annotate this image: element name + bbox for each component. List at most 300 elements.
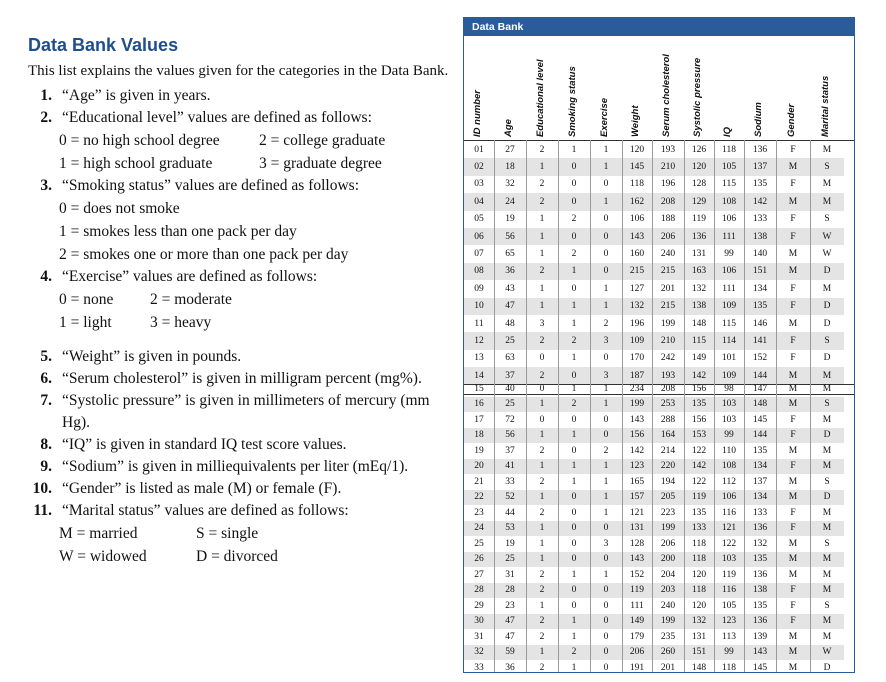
table-cell: M [810,459,844,475]
table-cell: 0 [590,614,622,630]
table-cell: 156 [691,414,707,425]
table-cell: 134 [744,459,776,475]
column-headers [464,36,854,141]
table-row [464,567,844,583]
table-cell: 99 [724,249,734,260]
table-cell: 0 [558,367,590,384]
column-header: Serum cholesterol [661,54,672,137]
table-cell: F [776,298,810,315]
list-item [28,434,456,456]
table-cell: 04 [464,193,494,210]
table-cell: 3 [590,332,622,349]
value-definition: 1 = high school graduate [59,155,213,172]
table-cell: 214 [660,445,676,456]
table-cell: 143 [629,414,645,425]
table-cell: 0 [558,521,590,537]
table-cell: 0 [603,631,609,642]
table-cell: 220 [652,459,684,475]
table-cell: 133 [684,521,714,537]
table-cell: 2 [539,662,545,673]
table-cell: 0 [571,283,577,294]
table-cell: M [810,193,844,210]
table-cell: D [823,318,831,329]
table-cell: 108 [714,459,744,475]
table-cell: 1 [539,538,545,549]
table-cell: M [810,552,844,568]
table-cell: 131 [691,631,707,642]
table-cell: 1 [571,569,577,580]
item-number: 1. [40,87,52,104]
table-cell: 25 [494,552,526,568]
table-cell: 1 [526,158,558,175]
table-cell: 31 [505,569,515,580]
table-cell: 142 [684,367,714,384]
table-row [464,428,844,444]
item-number: 5. [40,348,52,365]
table-cell: 210 [652,332,684,349]
table-cell: F [776,428,810,444]
table-cell: 206 [652,228,684,245]
table-cell: D [810,428,844,444]
table-cell: 121 [714,521,744,537]
table-cell: 148 [691,662,707,673]
table-cell: S [810,397,844,413]
table-row [464,397,844,413]
table-cell: 1 [571,383,577,394]
table-cell: 215 [652,298,684,315]
table-cell: 1 [558,263,590,280]
item-text: “Systolic pressure” is given in millimeters of mercury (mm Hg). [62,392,430,431]
table-cell: M [788,569,798,580]
table-cell: 1 [590,193,622,210]
table-cell: S [810,332,844,349]
table-cell: 109 [622,332,652,349]
table-cell: 204 [660,569,676,580]
table-cell: 156 [622,428,652,444]
table-cell: 1 [603,507,609,518]
table-cell: 43 [505,283,515,294]
table-row [464,298,844,315]
table-cell: 138 [744,583,776,599]
table-cell: 24 [494,193,526,210]
table-cell: 120 [691,569,707,580]
table-cell: 2 [558,645,590,661]
table-cell: 59 [494,645,526,661]
table-cell: W [810,228,844,245]
table-cell: 191 [629,662,645,673]
table-cell: 56 [494,428,526,444]
table-cell: 99 [714,428,744,444]
table-cell: 140 [752,249,768,260]
item-text: “Weight” is given in pounds. [62,348,242,365]
table-cell: M [776,158,810,175]
table-row [464,193,844,210]
value-definition: 2 = smokes one or more than one pack per day [59,246,349,263]
table-row [464,158,844,175]
table-row [464,245,844,262]
table-cell: 122 [691,445,707,456]
table-cell: 2 [539,631,545,642]
table-cell: 111 [630,600,644,611]
table-cell: 41 [494,459,526,475]
column-divider [714,140,715,672]
table-cell: 151 [684,645,714,661]
table-cell: M [810,521,844,537]
item-number: 8. [40,436,52,453]
table-cell: 14 [464,367,494,384]
table-cell: 05 [474,214,484,225]
table-cell: 3 [590,367,622,384]
table-cell: 105 [721,600,737,611]
table-cell: 170 [629,353,645,364]
table-cell: 141 [744,332,776,349]
table-cell: 187 [622,367,652,384]
table-cell: 1 [526,490,558,506]
table-cell: 132 [684,614,714,630]
table-cell: 106 [629,214,645,225]
table-cell: 106 [721,214,737,225]
table-cell: 0 [590,552,622,568]
table-row [464,228,844,245]
table-cell: M [776,263,810,280]
table-cell: 0 [539,414,545,425]
table-cell: 149 [691,353,707,364]
table-cell: 106 [714,263,744,280]
table-cell: 164 [652,428,684,444]
table-cell: 165 [629,476,645,487]
table-cell: 25 [474,538,484,549]
table-cell: 72 [505,414,515,425]
table-cell: 1 [590,490,622,506]
table-cell: 142 [744,193,776,210]
table-cell: F [790,144,796,155]
table-cell: F [790,283,796,294]
table-cell: 129 [684,193,714,210]
item-number: 3. [40,177,52,194]
table-cell: 09 [474,283,484,294]
table-cell: 52 [494,490,526,506]
list-item [28,107,456,175]
table-cell: 199 [622,397,652,413]
table-row [464,474,844,490]
table-cell: 143 [622,552,652,568]
table-cell: D [810,263,844,280]
table-cell: 28 [464,583,494,599]
table-cell: 240 [660,600,676,611]
item-text: “IQ” is given in standard IQ test score values. [62,436,347,453]
item-text: “Smoking status” values are defined as follows: [62,177,360,194]
table-cell: 205 [652,490,684,506]
table-cell: 32 [505,179,515,190]
data-table-bottom [464,381,844,676]
table-cell: 1 [539,283,545,294]
table-cell: 2 [526,583,558,599]
table-cell: 143 [622,228,652,245]
table-cell: 21 [474,476,484,487]
table-cell: 153 [684,428,714,444]
table-cell: M [822,631,832,642]
table-cell: 145 [752,662,768,673]
table-cell: 136 [752,144,768,155]
table-cell: 119 [622,583,652,599]
table-cell: 103 [721,414,737,425]
list-item [28,266,456,334]
table-cell: F [790,414,796,425]
table-cell: 132 [691,283,707,294]
table-cell: 2 [526,614,558,630]
table-cell: 203 [652,583,684,599]
table-cell: M [788,445,798,456]
table-cell: F [776,332,810,349]
table-cell: 113 [722,631,736,642]
table-cell: 118 [722,144,736,155]
table-cell: 138 [684,298,714,315]
column-divider [590,140,591,672]
table-cell: 199 [660,318,676,329]
table-cell: 147 [752,383,768,394]
table-cell: 199 [652,521,684,537]
table-cell: M [822,507,832,518]
table-cell: 29 [474,600,484,611]
table-cell: 115 [722,179,736,190]
table-cell: 1 [526,645,558,661]
item-text: “Exercise” values are defined as follows: [62,268,318,285]
table-cell: M [822,283,832,294]
item-number: 2. [40,109,52,126]
column-divider [652,140,653,672]
table-cell: 1 [526,298,558,315]
table-cell: 135 [744,298,776,315]
table-cell: 47 [494,298,526,315]
column-header: Educational level [535,59,546,137]
table-cell: 08 [464,263,494,280]
table-cell: 26 [464,552,494,568]
table-cell: 134 [752,283,768,294]
table-cell: M [776,552,810,568]
table-cell: 116 [722,507,736,518]
table-cell: 99 [714,645,744,661]
table-cell: 110 [722,445,736,456]
table-cell: 121 [629,507,645,518]
column-header: Exercise [599,97,610,137]
table-cell: M [810,367,844,384]
table-cell: 23 [474,507,484,518]
table-cell: 03 [474,179,484,190]
value-definition: 0 = no high school degree [59,132,220,149]
table-cell: 151 [744,263,776,280]
table-cell: 206 [622,645,652,661]
table-cell: 115 [722,318,736,329]
column-divider [622,140,623,672]
table-cell: 0 [590,521,622,537]
table-cell: 135 [744,552,776,568]
table-cell: 201 [660,662,676,673]
value-definition: 3 = heavy [150,314,212,331]
table-cell: 0 [603,600,609,611]
table-cell: 2 [558,397,590,413]
value-definition-row [59,220,456,243]
table-row [464,176,844,193]
table-cell: 136 [744,521,776,537]
table-cell: 1 [539,600,545,611]
value-definition: 0 = none [59,291,114,308]
table-cell: 118 [684,583,714,599]
table-cell: 118 [722,662,736,673]
page-title: Data Bank Values [28,35,179,55]
table-cell: 0 [558,583,590,599]
table-cell: 0 [558,193,590,210]
table-cell: 98 [724,383,734,394]
table-cell: 143 [744,645,776,661]
table-cell: 131 [622,521,652,537]
table-cell: 179 [629,631,645,642]
value-definition: 3 = graduate degree [259,155,382,172]
table-cell: 1 [590,298,622,315]
table-cell: M [810,583,844,599]
table-cell: 132 [752,538,768,549]
table-row [464,505,844,521]
table-cell: F [776,614,810,630]
table-cell: 47 [505,631,515,642]
table-cell: 33 [474,662,484,673]
table-cell: M [810,614,844,630]
table-cell: M [788,318,798,329]
table-cell: 1 [558,614,590,630]
table-cell: 0 [603,662,609,673]
table-cell: 24 [464,521,494,537]
table-cell: 137 [752,476,768,487]
value-definition: 2 = moderate [150,291,232,308]
table-cell: 19 [474,445,484,456]
table-cell: 206 [660,538,676,549]
table-cell: 27 [474,569,484,580]
table-cell: 145 [752,414,768,425]
table-cell: M [776,645,810,661]
table-cell: 215 [622,263,652,280]
table-cell: 115 [684,332,714,349]
table-cell: 120 [629,144,645,155]
table-cell: 111 [714,228,744,245]
table-cell: 2 [603,318,609,329]
table-cell: M [822,414,832,425]
table-cell: F [790,600,796,611]
table-row [464,350,844,367]
table-cell: 11 [474,318,484,329]
intro-text: This list explains the values given for the categories in the Data Bank. [28,63,449,79]
table-cell: 0 [571,445,577,456]
table-cell: M [776,397,810,413]
table-cell: 134 [744,490,776,506]
table-cell: 40 [505,383,515,394]
column-divider [684,140,685,672]
table-cell: 200 [652,552,684,568]
table-cell: 2 [539,476,545,487]
table-cell: 27 [505,144,515,155]
table-cell: 2 [558,332,590,349]
table-cell: 2 [603,445,609,456]
table-cell: 109 [714,367,744,384]
table-cell: 135 [691,507,707,518]
table-row [464,583,844,599]
column-header: Age [503,119,514,137]
table-row [464,614,844,630]
table-cell: 1 [526,459,558,475]
table-cell: 2 [526,193,558,210]
table-cell: 123 [714,614,744,630]
table-cell: 23 [505,600,515,611]
value-definition-row [59,129,456,152]
table-cell: 1 [590,397,622,413]
item-number: 10. [32,480,52,497]
value-definition-row [59,288,456,311]
table-cell: 106 [714,490,744,506]
table-cell: 30 [464,614,494,630]
value-definition: W = widowed [59,548,147,565]
value-definition: M = married [59,525,138,542]
table-cell: 0 [571,600,577,611]
table-cell: F [790,353,796,364]
data-table-top [464,141,844,384]
table-cell: 0 [571,179,577,190]
table-row [464,280,844,297]
table-cell: S [810,158,844,175]
item-number: 6. [40,370,52,387]
column-header: IQ [722,126,733,137]
table-cell: D [823,353,831,364]
table-cell: 146 [752,318,768,329]
value-definition: 1 = smokes less than one pack per day [59,223,297,240]
table-cell: 06 [464,228,494,245]
table-row [464,660,844,676]
table-cell: 2 [539,507,545,518]
table-cell: 119 [722,569,736,580]
table-cell: 152 [629,569,645,580]
items-list [28,85,456,568]
table-cell: 105 [714,158,744,175]
item-number: 4. [40,268,52,285]
table-cell: 1 [571,144,577,155]
table-cell: 201 [660,283,676,294]
table-cell: 2 [539,569,545,580]
table-row [464,552,844,568]
table-cell: 22 [464,490,494,506]
table-cell: 142 [684,459,714,475]
table-cell: 148 [691,318,707,329]
table-cell: 1 [526,552,558,568]
table-cell: W [822,249,832,260]
column-header: Gender [786,103,797,137]
table-cell: 235 [660,631,676,642]
table-cell: 135 [752,445,768,456]
table-cell: 119 [684,490,714,506]
table-cell: M [788,476,798,487]
table-cell: D [823,662,831,673]
table-cell: F [790,179,796,190]
table-cell: 142 [629,445,645,456]
table-cell: 17 [474,414,484,425]
table-cell: 132 [622,298,652,315]
column-divider [494,140,495,672]
table-cell: 118 [692,538,706,549]
table-cell: 2 [571,249,577,260]
table-cell: 160 [629,249,645,260]
table-cell: 223 [660,507,676,518]
table-cell: 120 [691,600,707,611]
table-cell: 32 [464,645,494,661]
table-cell: 3 [539,318,545,329]
table-row [464,263,844,280]
table-row [464,459,844,475]
